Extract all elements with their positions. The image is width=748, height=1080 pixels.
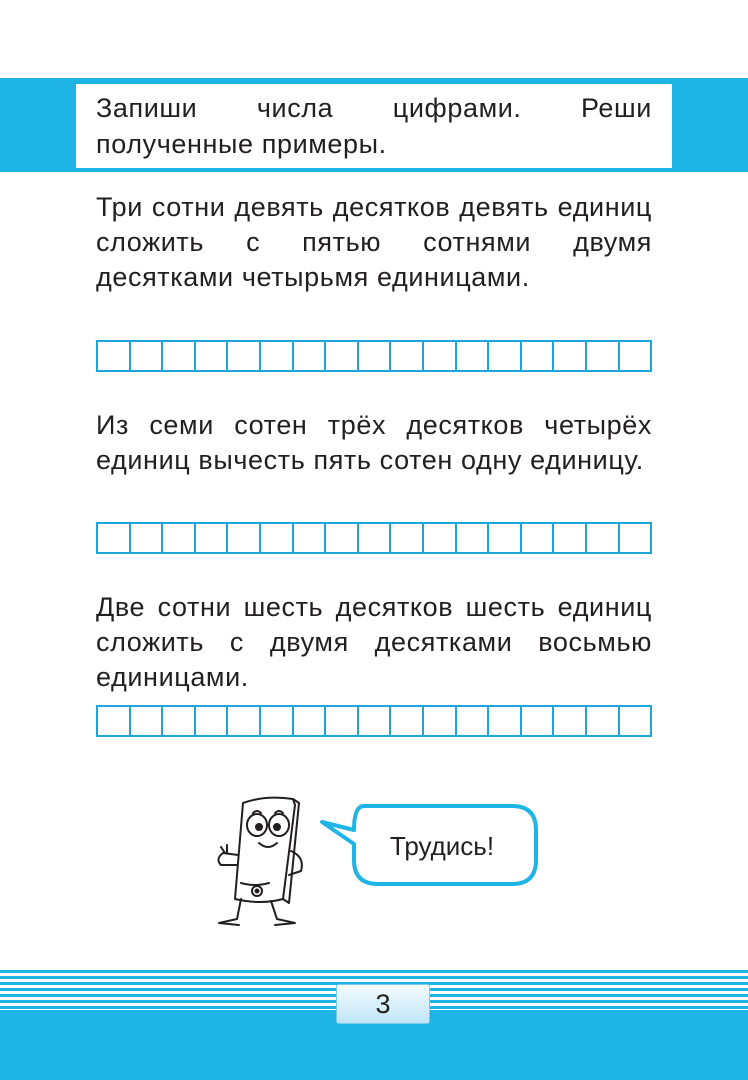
task-3 [96, 590, 652, 695]
grid-cell[interactable] [391, 342, 424, 370]
grid-cell[interactable] [620, 342, 651, 370]
grid-cell[interactable] [457, 524, 490, 552]
grid-cell[interactable] [522, 707, 555, 735]
grid-cell[interactable] [131, 524, 164, 552]
grid-cell[interactable] [261, 707, 294, 735]
grid-cell[interactable] [98, 342, 131, 370]
answer-grid-3[interactable] [96, 705, 652, 737]
answer-grid-2[interactable] [96, 522, 652, 554]
task-1-text: Три сотни девять десятков девять единиц сложить с пятью сотнями двумя десятками четырьмя единицами. [96, 192, 652, 292]
grid-cell[interactable] [261, 342, 294, 370]
grid-cell[interactable] [294, 342, 327, 370]
grid-cell[interactable] [196, 707, 229, 735]
grid-cell[interactable] [587, 707, 620, 735]
grid-cell[interactable] [196, 524, 229, 552]
grid-cell[interactable] [489, 342, 522, 370]
task-2 [96, 408, 652, 478]
grid-cell[interactable] [424, 524, 457, 552]
grid-cell[interactable] [620, 524, 651, 552]
speech-bubble-text: Трудись! [389, 831, 495, 861]
grid-cell[interactable] [587, 342, 620, 370]
grid-cell[interactable] [131, 707, 164, 735]
grid-cell[interactable] [326, 524, 359, 552]
grid-cell[interactable] [98, 524, 131, 552]
grid-cell[interactable] [326, 342, 359, 370]
grid-cell[interactable] [587, 524, 620, 552]
grid-cell[interactable] [391, 707, 424, 735]
task-3-text: Две сотни шесть десятков шесть единиц сложить с двумя десятками восьмью единицами. [96, 592, 652, 692]
grid-cell[interactable] [261, 524, 294, 552]
grid-cell[interactable] [163, 707, 196, 735]
page-number: 3 [336, 984, 430, 1024]
grid-cell[interactable] [522, 524, 555, 552]
grid-cell[interactable] [228, 524, 261, 552]
instruction-text: Запиши числа цифрами. Реши полученные примеры. [96, 93, 652, 159]
grid-cell[interactable] [359, 524, 392, 552]
grid-cell[interactable] [228, 342, 261, 370]
grid-cell[interactable] [163, 524, 196, 552]
grid-cell[interactable] [554, 342, 587, 370]
grid-cell[interactable] [620, 707, 651, 735]
grid-cell[interactable] [554, 524, 587, 552]
grid-cell[interactable] [424, 707, 457, 735]
grid-cell[interactable] [196, 342, 229, 370]
grid-cell[interactable] [359, 707, 392, 735]
task-2-text: Из семи сотен трёх десятков четырёх единиц вычесть пять сотен одну единицу. [96, 410, 652, 475]
grid-cell[interactable] [522, 342, 555, 370]
grid-cell[interactable] [294, 707, 327, 735]
task-1 [96, 190, 652, 295]
grid-cell[interactable] [489, 524, 522, 552]
grid-cell[interactable] [424, 342, 457, 370]
grid-cell[interactable] [131, 342, 164, 370]
grid-cell[interactable] [391, 524, 424, 552]
grid-cell[interactable] [294, 524, 327, 552]
grid-cell[interactable] [98, 707, 131, 735]
grid-cell[interactable] [554, 707, 587, 735]
grid-cell[interactable] [326, 707, 359, 735]
grid-cell[interactable] [163, 342, 196, 370]
instruction-box [76, 84, 672, 168]
grid-cell[interactable] [228, 707, 261, 735]
grid-cell[interactable] [359, 342, 392, 370]
grid-cell[interactable] [489, 707, 522, 735]
answer-grid-1[interactable] [96, 340, 652, 372]
grid-cell[interactable] [457, 707, 490, 735]
grid-cell[interactable] [457, 342, 490, 370]
